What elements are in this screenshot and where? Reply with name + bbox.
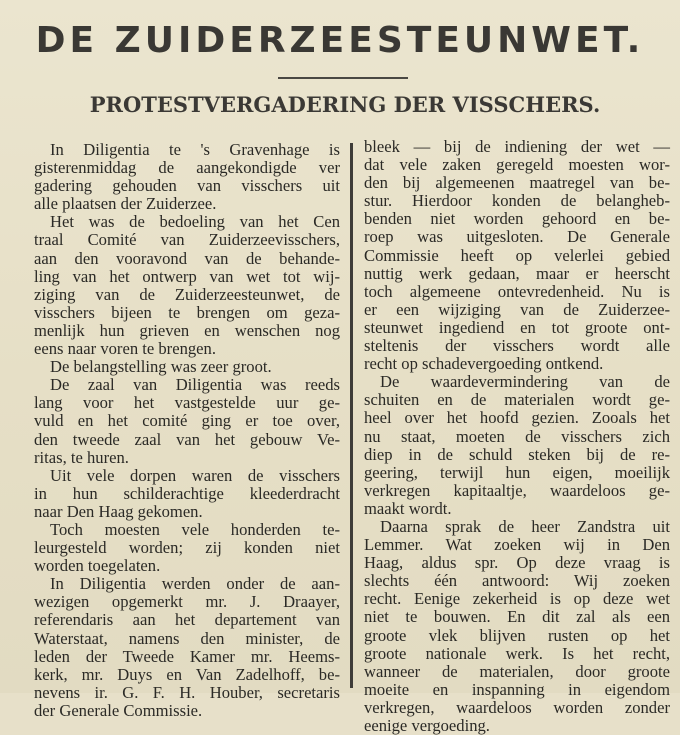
text-line: Uit vele dorpen waren de visschers [50, 465, 340, 485]
text-line: gadering gehouden van visschers uit [34, 176, 340, 196]
text-line: schuiten en de materialen wordt ge- [364, 390, 670, 410]
text-line: geering, terwijl hun eigen, moeilijk [364, 462, 670, 482]
text-line: recht op schadevergoeding ontkend. [364, 354, 604, 374]
text-line: diep in de schuld steken bij de re- [364, 444, 670, 464]
text-line: eens naar voren te brengen. [34, 339, 216, 359]
text-line: traal Comité van Zuiderzeevisschers, [34, 230, 340, 250]
text-line: ziging van de Zuiderzeesteunwet, de [34, 284, 340, 304]
text-line: benden niet worden gehoord en be- [364, 209, 670, 229]
text-line: menlijk hun grieven en wenschen nog [34, 320, 340, 340]
text-line: De waardevermindering van de [380, 372, 670, 392]
left-column [34, 141, 340, 720]
text-line: heel over het hoofd gezien. Zooals het [364, 408, 670, 428]
text-line: den tweede zaal van het gebouw Ve- [34, 429, 340, 449]
text-line: in hun schilderachtige kleederdracht [34, 483, 340, 503]
text-line: naar Den Haag gekomen. [34, 501, 203, 521]
text-line: roep was uitgesloten. De Generale [364, 227, 670, 247]
subheadline: PROTESTVERGADERING DER VISSCHERS. [89, 92, 601, 117]
text-line: niet te bouwen. En dit zal als een [364, 607, 670, 627]
headline-rule [278, 77, 408, 79]
text-line: groote vlek blijven rusten op het [364, 625, 670, 645]
text-line: den bij algemeenen maatregel van be- [364, 173, 670, 193]
text-line: kerk, mr. Duys en Van Zadelhoff, be- [34, 664, 340, 684]
text-line: steltenis der visschers wordt alle [364, 336, 670, 356]
text-line: dat vele zaken geregeld moesten wor- [364, 155, 670, 175]
text-line: In Diligentia werden onder de aan- [50, 574, 340, 594]
text-line: stur. Hierdoor konden de belangheb- [364, 191, 670, 211]
text-line: maakt wordt. [364, 498, 452, 518]
text-line: visschers bijeen te brengen om geza- [34, 302, 340, 322]
text-line: der Generale Commissie. [34, 700, 203, 720]
text-line: worden toegelaten. [34, 556, 161, 576]
text-line: nevens ir. G. F. H. Houber, secretaris [34, 682, 340, 702]
text-line: verkregen kapitaaltje, waardeloos ge- [364, 480, 670, 500]
text-line: recht. Eenige zekerheid is op deze wet [364, 589, 670, 609]
text-line: ritas, te huren. [34, 447, 129, 467]
text-line: In Diligentia te 's Gravenhage is [50, 140, 340, 159]
text-line: wanneer de materialen, door groote [364, 661, 670, 681]
text-line: gisterenmiddag de aangekondigde ver [34, 158, 340, 178]
text-line: Haag, aldus spr. Op deze vraag is [364, 553, 670, 573]
text-line: Commissie heeft op velerlei gebied [364, 245, 670, 265]
text-line: slechts één antwoord: Wij zoeken [364, 571, 670, 591]
text-line: moeite en inspanning in eigendom [364, 679, 670, 699]
column-divider [350, 143, 353, 688]
text-line: De belangstelling was zeer groot. [50, 357, 272, 377]
text-line: leden der Tweede Kamer mr. Heems- [34, 646, 340, 666]
text-line: Lemmer. Wat zoeken wij in Den [364, 535, 670, 555]
text-line: ling van het ontwerp van wet tot wij- [34, 266, 340, 286]
text-line: nuttig werk gedaan, maar er heerscht [364, 263, 670, 283]
text-line: aan den vooravond van de behande- [34, 248, 340, 268]
text-line: Toch moesten vele honderden te- [50, 519, 340, 539]
text-line: bleek — bij de indiening der wet — [364, 137, 670, 156]
text-line: groote nationale werk. Is het recht, [364, 643, 670, 663]
text-line: eenige vergoeding. [364, 716, 490, 735]
text-line: toch algemeene ontevredenheid. Nu is [364, 281, 670, 301]
text-line: Waterstaat, namens den minister, de [34, 628, 340, 648]
text-line: vuld en het comité ging er toe over, [34, 411, 340, 431]
text-line: alle plaatsen der Zuiderzee. [34, 194, 217, 214]
text-line: referendaris aan het departement van [34, 610, 340, 630]
text-line: wezigen opgemerkt mr. J. Draayer, [34, 592, 340, 612]
text-line: lang voor het vastgestelde uur ge- [34, 393, 340, 413]
text-line: steunwet ingediend en tot groote ont- [364, 317, 670, 337]
text-line: Daarna sprak de heer Zandstra uit [380, 516, 670, 536]
headline: DE ZUIDERZEESTEUNWET. [35, 20, 645, 61]
right-column [364, 138, 670, 735]
text-line: nu staat, moeten de visschers zich [364, 426, 670, 446]
text-line: De zaal van Diligentia was reeds [50, 375, 340, 395]
text-line: verkregen, waardeloos worden zonder [364, 697, 670, 717]
text-line: leurgesteld worden; zij konden niet [34, 538, 340, 558]
text-line: er een wijziging van de Zuiderzee- [364, 299, 670, 319]
text-line: Het was de bedoeling van het Cen [50, 212, 340, 232]
